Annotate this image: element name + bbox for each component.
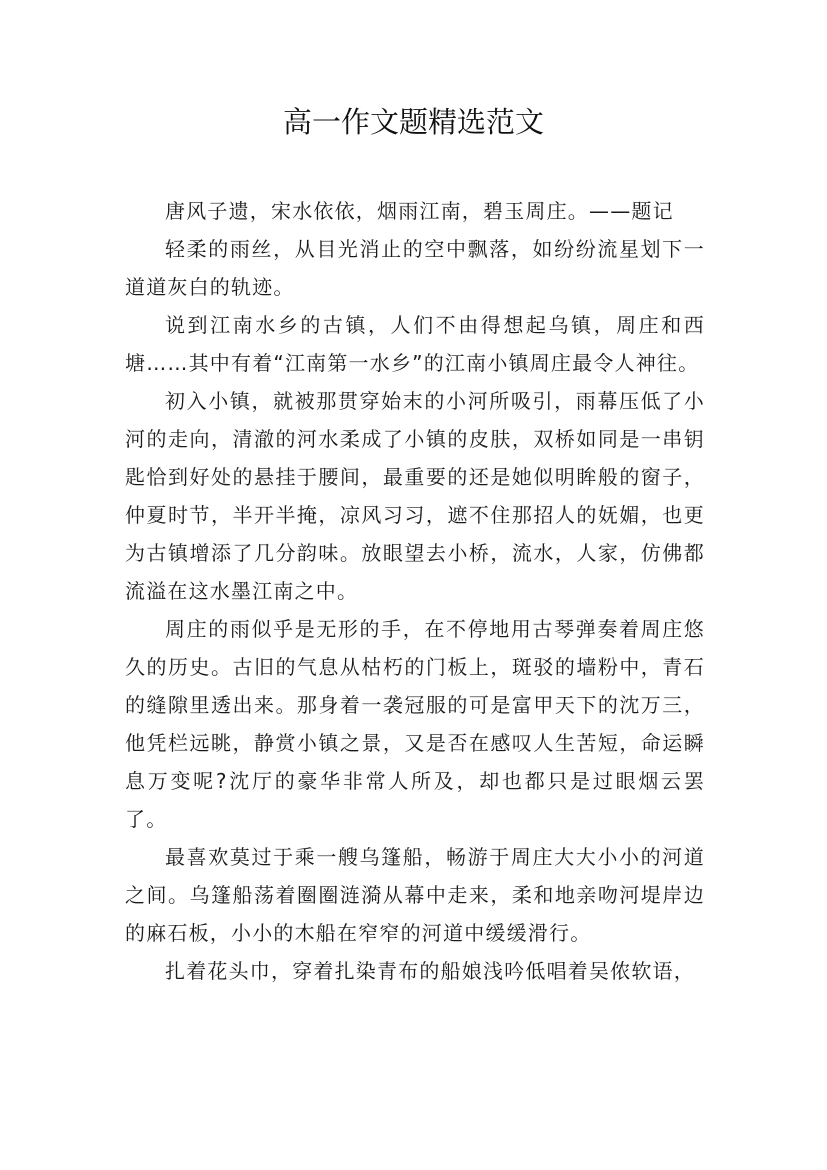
- document-body: [125, 192, 705, 990]
- paragraph-epigraph: 唐风子遗，宋水依依，烟雨江南，碧玉周庄。——题记: [165, 199, 674, 223]
- document-title: 高一作文题精选范文: [282, 105, 544, 139]
- paragraph: 最喜欢莫过于乘一艘乌篷船，畅游于周庄大大小小的河道之间。乌篷船荡着圈圈涟漪从幕中走来，柔和地亲吻河堤岸边的麻石板，小小的木船在窄窄的河道中缓缓滑行。: [125, 845, 705, 945]
- paragraph: 周庄的雨似乎是无形的手，在不停地用古琴弹奏着周庄悠久的历史。古旧的气息从枯朽的门板上，斑驳的墙粉中，青石的缝隙里透出来。那身着一袭冠服的可是富甲天下的沈万三，他凭栏远眺，静赏小镇之景，又是否在感叹人生苦短，命运瞬息万变呢?沈厅的豪华非常人所及，却也都只是过眼烟云罢了。: [125, 617, 705, 831]
- paragraph: 说到江南水乡的古镇，人们不由得想起乌镇，周庄和西塘……其中有着“江南第一水乡”的江南小镇周庄最令人神往。: [125, 313, 705, 375]
- paragraph: 扎着花头巾，穿着扎染青布的船娘浅吟低唱着吴侬软语，: [165, 959, 695, 983]
- paragraph: 初入小镇，就被那贯穿始末的小河所吸引，雨幕压低了小河的走向，清澈的河水柔成了小镇的皮肤，双桥如同是一串钥匙恰到好处的悬挂于腰间，最重要的还是她似明眸般的窗子，仲夏时节，半开半掩，凉风习习，遮不住那招人的妩媚，也更为古镇增添了几分韵味。放眼望去小桥，流水，人家，仿佛都流溢在这水墨江南之中。: [125, 389, 705, 603]
- paragraph: 轻柔的雨丝，从目光消止的空中飘落，如纷纷流星划下一道道灰白的轨迹。: [125, 237, 705, 299]
